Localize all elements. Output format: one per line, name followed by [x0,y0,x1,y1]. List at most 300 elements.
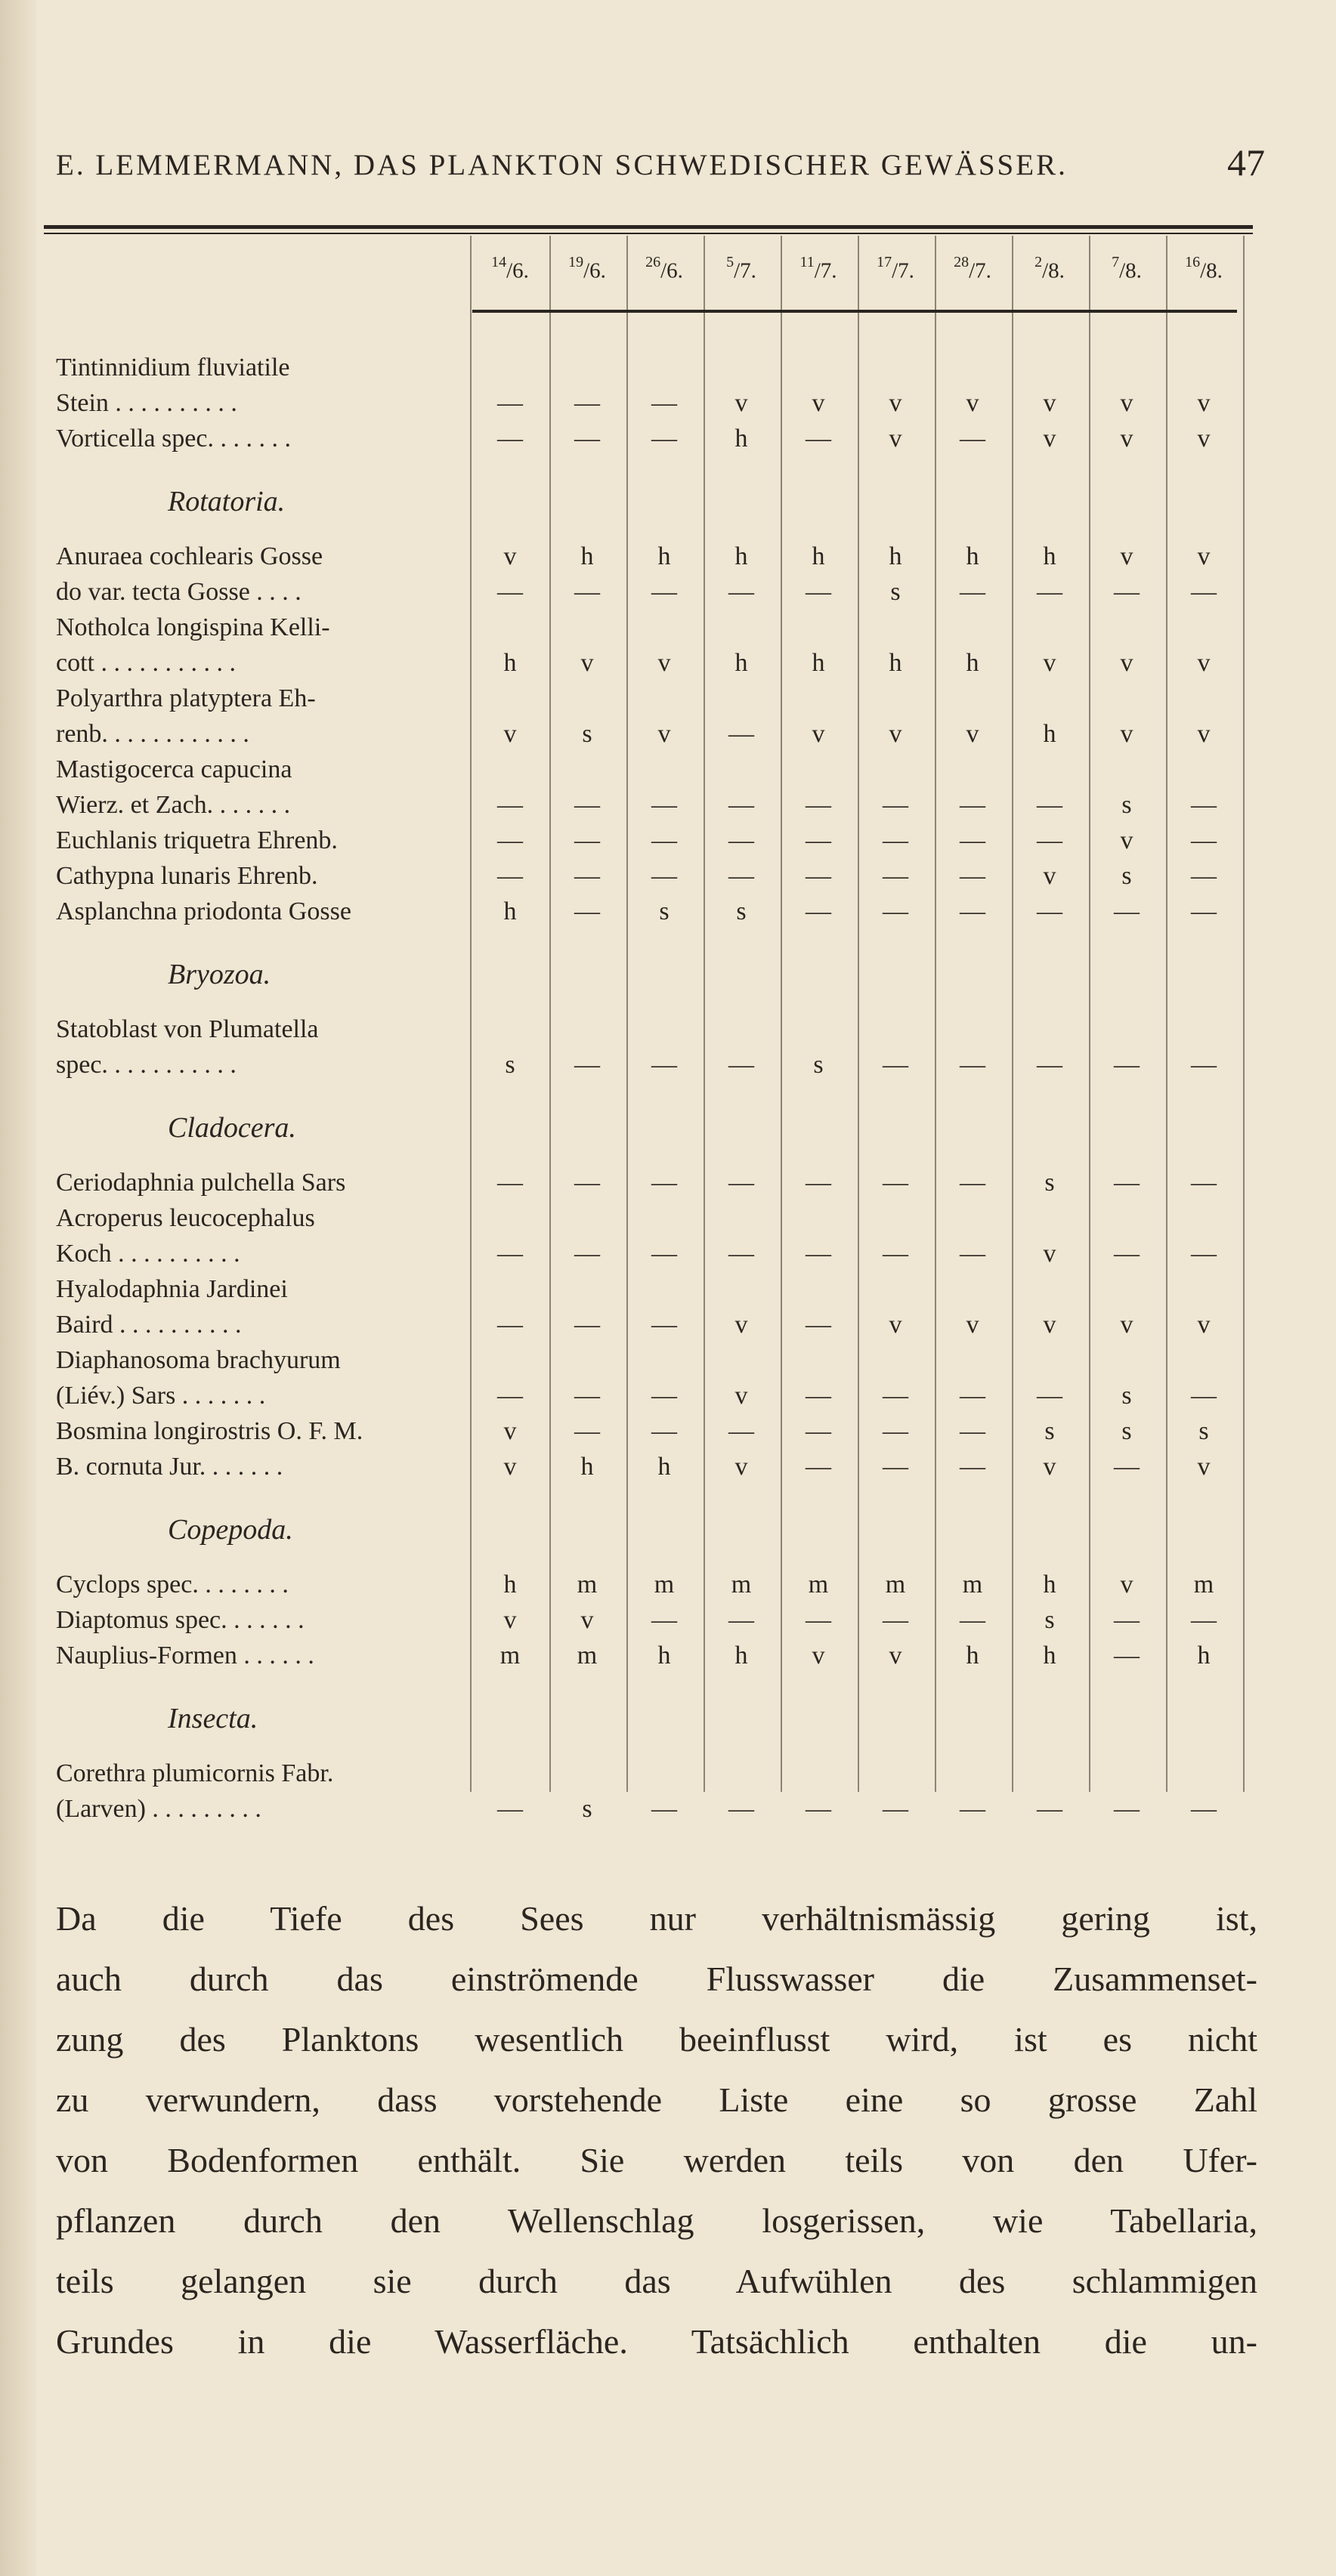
frequency-cell: h [889,649,902,677]
frequency-cell: — [806,1417,831,1445]
frequency-cell: h [1043,542,1056,570]
frequency-cell: v [1043,1240,1056,1268]
frequency-cell: v [966,720,979,748]
frequency-cell: — [651,862,677,890]
date-day: 17 [877,254,892,270]
paragraph-line: Da die Tiefe des Sees nur verhältnismässig gering ist, [56,1899,1257,1938]
date-column-header: $^{17}$/7. [877,254,914,283]
date-month: 7. [975,258,991,283]
frequency-cell: — [497,1382,523,1410]
frequency-cell: — [497,1169,523,1197]
frequency-cell: s [1121,1417,1132,1445]
frequency-cell: — [651,826,677,854]
frequency-cell: s [1121,862,1132,890]
frequency-cell: — [651,1240,677,1268]
date-column-header: $^{28}$/7. [954,254,991,283]
date-day: 11 [799,254,815,270]
species-label: Vorticella spec. . . . . . . [56,425,291,452]
frequency-cell: — [574,1417,600,1445]
paragraph-line: teils gelangen sie durch das Aufwühlen des schlammigen [56,2262,1257,2300]
frequency-cell: v [1197,1311,1211,1339]
frequency-cell: v [1120,389,1133,417]
frequency-cell: v [657,649,671,677]
frequency-cell: v [889,389,902,417]
frequency-cell: — [497,389,523,417]
date-day: 19 [568,254,584,270]
frequency-cell: — [497,826,523,854]
column-divider [935,236,936,1792]
frequency-cell: m [577,1642,598,1669]
frequency-cell: m [731,1571,752,1598]
frequency-cell: s [1044,1606,1055,1634]
frequency-cell: v [966,1311,979,1339]
frequency-cell: v [1120,1571,1133,1598]
date-column-header: $^2$/8. [1034,254,1065,283]
date-month: 8. [1125,258,1142,283]
frequency-cell: v [1043,1311,1056,1339]
frequency-cell: — [883,862,908,890]
frequency-cell: s [1044,1417,1055,1445]
frequency-cell: s [890,578,901,606]
frequency-cell: h [1043,1571,1056,1598]
frequency-cell: — [574,1240,600,1268]
date-column-header: $^{26}$/6. [645,254,683,283]
frequency-cell: m [499,1642,521,1669]
date-day: 14 [491,254,507,270]
frequency-cell: — [883,1051,908,1079]
species-label-line: Diaphanosoma brachyurum [56,1346,341,1374]
frequency-cell: — [1114,1051,1140,1079]
frequency-cell: s [813,1051,824,1079]
date-month: 7. [820,258,837,283]
frequency-cell: — [960,1382,985,1410]
body-paragraph [56,1889,1257,2372]
frequency-cell: — [1114,1240,1140,1268]
column-divider [470,236,472,1792]
frequency-cell: s [582,1795,592,1823]
frequency-cell: — [1191,1606,1217,1634]
species-label: Diaptomus spec. . . . . . . [56,1606,305,1634]
species-label: Bosmina longirostris O. F. M. [56,1417,363,1445]
frequency-cell: v [734,1382,748,1410]
header-rule-thin [44,233,1253,234]
date-column-header: $^{16}$/8. [1185,254,1223,283]
column-divider [549,236,551,1792]
frequency-cell: h [812,542,825,570]
frequency-cell: s [1198,1417,1209,1445]
frequency-cell: v [889,1311,902,1339]
frequency-cell: h [734,649,748,677]
frequency-cell: — [806,1606,831,1634]
frequency-cell: — [1037,1382,1062,1410]
frequency-cell: — [960,1169,985,1197]
frequency-cell: v [1120,649,1133,677]
frequency-cell: — [883,897,908,925]
frequency-cell: s [505,1051,515,1079]
frequency-cell: — [728,578,754,606]
species-label: do var. tecta Gosse . . . . [56,578,302,606]
frequency-cell: — [883,1795,908,1823]
frequency-cell: v [734,389,748,417]
frequency-cell: — [1037,826,1062,854]
frequency-cell: — [806,1169,831,1197]
frequency-cell: — [806,1311,831,1339]
species-label: Nauplius-Formen . . . . . . [56,1642,314,1669]
header-underline [472,310,1237,313]
frequency-cell: — [574,791,600,819]
frequency-cell: v [734,1453,748,1481]
plankton-table [0,236,1336,1823]
frequency-cell: v [812,1642,825,1669]
frequency-cell: v [503,720,517,748]
species-label: cott . . . . . . . . . . . [56,649,236,677]
species-label-line: Polyarthra platyptera Eh- [56,684,316,712]
frequency-cell: — [960,791,985,819]
frequency-cell: v [580,649,594,677]
frequency-cell: — [497,1795,523,1823]
date-column-header: $^{11}$/7. [799,254,837,283]
header-rule-thick [44,225,1253,229]
species-label: B. cornuta Jur. . . . . . . [56,1453,283,1481]
frequency-cell: v [1043,1453,1056,1481]
frequency-cell: — [651,1169,677,1197]
frequency-cell: — [1114,1642,1140,1669]
frequency-cell: — [497,425,523,452]
frequency-cell: — [728,1051,754,1079]
frequency-cell: m [808,1571,829,1598]
frequency-cell: — [728,826,754,854]
frequency-cell: v [966,389,979,417]
taxon-group-heading: Bryozoa. [168,959,271,990]
species-label-line: Tintinnidium fluviatile [56,354,290,381]
frequency-cell: — [806,897,831,925]
frequency-cell: v [1043,649,1056,677]
frequency-cell: — [1037,791,1062,819]
frequency-cell: s [1044,1169,1055,1197]
date-month: 7. [898,258,914,283]
frequency-cell: h [1043,720,1056,748]
frequency-cell: v [1197,1453,1211,1481]
frequency-cell: h [503,649,517,677]
species-label: renb. . . . . . . . . . . . [56,720,249,748]
frequency-cell: — [574,1382,600,1410]
species-label: Anuraea cochlearis Gosse [56,542,323,570]
frequency-cell: h [1197,1642,1211,1669]
frequency-cell: — [806,1453,831,1481]
frequency-cell: — [728,1240,754,1268]
frequency-cell: — [651,1795,677,1823]
frequency-cell: h [889,542,902,570]
frequency-cell: — [883,1240,908,1268]
frequency-cell: — [497,791,523,819]
date-column-header: $^5$/7. [726,254,756,283]
taxon-group-heading: Insecta. [168,1703,258,1734]
frequency-cell: — [574,1051,600,1079]
date-column-header: $^7$/8. [1112,254,1142,283]
species-label: Asplanchna priodonta Gosse [56,897,351,925]
date-month: 8. [1048,258,1065,283]
frequency-cell: v [1120,1311,1133,1339]
frequency-cell: v [503,1453,517,1481]
frequency-cell: — [497,1311,523,1339]
frequency-cell: — [806,1382,831,1410]
frequency-cell: s [1121,1382,1132,1410]
frequency-cell: v [1197,542,1211,570]
frequency-cell: h [580,1453,594,1481]
date-day: 16 [1185,254,1201,270]
frequency-cell: — [806,1795,831,1823]
frequency-cell: — [883,826,908,854]
date-month: 6. [589,258,606,283]
species-label: Cathypna lunaris Ehrenb. [56,862,318,890]
frequency-cell: — [960,1417,985,1445]
species-label-line: Hyalodaphnia Jardinei [56,1275,288,1303]
frequency-cell: s [736,897,747,925]
frequency-cell: — [728,720,754,748]
species-label: Cyclops spec. . . . . . . . [56,1571,289,1598]
frequency-cell: v [1043,425,1056,452]
frequency-cell: — [574,425,600,452]
column-divider [781,236,782,1792]
frequency-cell: v [1120,425,1133,452]
frequency-cell: — [651,1606,677,1634]
frequency-cell: — [574,897,600,925]
species-label-line: Statoblast von Plumatella [56,1015,319,1043]
frequency-cell: — [1191,897,1217,925]
frequency-cell: v [734,1311,748,1339]
species-label-line: Notholca longispina Kelli- [56,613,330,641]
date-month: 6. [666,258,683,283]
column-divider [1089,236,1090,1792]
frequency-cell: h [657,542,671,570]
frequency-cell: — [497,862,523,890]
frequency-cell: — [1114,1606,1140,1634]
species-label: Stein . . . . . . . . . . [56,389,237,417]
column-divider [626,236,628,1792]
frequency-cell: h [503,1571,517,1598]
column-divider [1166,236,1167,1792]
species-label: Euchlanis triquetra Ehrenb. [56,826,338,854]
frequency-cell: h [580,542,594,570]
species-label: spec. . . . . . . . . . . [56,1051,237,1079]
frequency-cell: h [734,1642,748,1669]
frequency-cell: — [728,791,754,819]
frequency-cell: v [1120,720,1133,748]
species-label-line: Corethra plumicornis Fabr. [56,1759,334,1787]
frequency-cell: — [806,425,831,452]
frequency-cell: — [883,1453,908,1481]
frequency-cell: — [1037,1051,1062,1079]
frequency-cell: m [962,1571,983,1598]
frequency-cell: — [806,1240,831,1268]
frequency-cell: m [654,1571,675,1598]
frequency-cell: v [1197,720,1211,748]
date-day: 28 [954,254,970,270]
frequency-cell: — [1114,1453,1140,1481]
frequency-cell: v [657,720,671,748]
frequency-cell: — [883,1417,908,1445]
frequency-cell: — [960,578,985,606]
frequency-cell: s [1121,791,1132,819]
frequency-cell: — [574,578,600,606]
frequency-cell: h [966,649,979,677]
column-divider [1012,236,1013,1792]
frequency-cell: — [651,578,677,606]
frequency-cell: v [503,1417,517,1445]
frequency-cell: v [1197,389,1211,417]
date-column-header: $^{14}$/6. [491,254,529,283]
date-month: 8. [1206,258,1223,283]
frequency-cell: v [1120,542,1133,570]
frequency-cell: h [966,1642,979,1669]
taxon-group-heading: Rotatoria. [168,486,286,517]
frequency-cell: — [574,1311,600,1339]
frequency-cell: — [497,1240,523,1268]
frequency-cell: h [734,425,748,452]
frequency-cell: h [966,542,979,570]
frequency-cell: s [582,720,592,748]
frequency-cell: — [651,1311,677,1339]
column-divider [858,236,859,1792]
frequency-cell: h [734,542,748,570]
frequency-cell: h [657,1642,671,1669]
frequency-cell: v [1043,389,1056,417]
date-column-header: $^{19}$/6. [568,254,606,283]
column-divider [1243,236,1245,1792]
frequency-cell: — [728,1169,754,1197]
frequency-cell: h [503,897,517,925]
species-label: (Liév.) Sars . . . . . . . [56,1382,266,1410]
frequency-cell: h [657,1453,671,1481]
paragraph-line: pflanzen durch den Wellenschlag losgerissen, wie Tabellaria, [56,2201,1257,2240]
date-day: 2 [1034,254,1043,270]
frequency-cell: — [960,1453,985,1481]
frequency-cell: v [1197,425,1211,452]
species-label: Wierz. et Zach. . . . . . . [56,791,291,819]
frequency-cell: — [960,425,985,452]
running-head: E. LEMMERMANN, DAS PLANKTON SCHWEDISCHER GEWÄSSER. [56,149,1068,181]
frequency-cell: v [812,720,825,748]
paragraph-line: zu verwundern, dass vorstehende Liste eine so grosse Zahl [56,2080,1257,2119]
frequency-cell: — [1191,826,1217,854]
frequency-cell: v [889,720,902,748]
frequency-cell: — [651,1051,677,1079]
frequency-cell: m [577,1571,598,1598]
date-month: 6. [512,258,529,283]
frequency-cell: — [651,1382,677,1410]
paragraph-line: auch durch das einströmende Flusswasser die Zusammenset- [56,1960,1257,1998]
frequency-cell: — [1191,862,1217,890]
frequency-cell: — [1114,578,1140,606]
paragraph-line: von Bodenformen enthält. Sie werden teils von den Ufer- [56,2141,1257,2179]
paragraph-line: zung des Planktons wesentlich beeinflusst wird, ist es nicht [56,2020,1257,2059]
frequency-cell: v [1197,649,1211,677]
species-label-line: Acroperus leucocephalus [56,1204,315,1232]
frequency-cell: — [1191,1795,1217,1823]
frequency-cell: — [1191,578,1217,606]
frequency-cell: v [889,1642,902,1669]
frequency-cell: — [728,1606,754,1634]
frequency-cell: v [580,1606,594,1634]
frequency-cell: — [883,1169,908,1197]
date-day: 26 [645,254,661,270]
species-label: Koch . . . . . . . . . . [56,1240,240,1268]
frequency-cell: — [497,578,523,606]
frequency-cell: — [960,1240,985,1268]
frequency-cell: — [1114,1169,1140,1197]
frequency-cell: — [1037,897,1062,925]
frequency-cell: v [812,389,825,417]
taxon-group-heading: Copepoda. [168,1514,293,1546]
frequency-cell: — [883,1606,908,1634]
frequency-cell: v [1120,826,1133,854]
page-number: 47 [1227,141,1265,184]
paragraph-line: Grundes in die Wasserfläche. Tatsächlich enthalten die un- [56,2322,1257,2361]
frequency-cell: — [651,1417,677,1445]
frequency-cell: — [960,897,985,925]
frequency-cell: — [728,1417,754,1445]
frequency-cell: v [503,1606,517,1634]
frequency-cell: — [960,862,985,890]
frequency-cell: — [960,1606,985,1634]
frequency-cell: h [1043,1642,1056,1669]
frequency-cell: — [728,1795,754,1823]
taxon-group-heading: Cladocera. [168,1112,296,1144]
frequency-cell: — [960,1051,985,1079]
frequency-cell: — [1191,1169,1217,1197]
frequency-cell: — [806,862,831,890]
frequency-cell: v [503,542,517,570]
frequency-cell: — [1191,791,1217,819]
page-header [56,141,1265,189]
frequency-cell: m [1193,1571,1214,1598]
species-label-line: Mastigocerca capucina [56,755,292,783]
frequency-cell: — [651,389,677,417]
frequency-cell: — [1191,1240,1217,1268]
date-day: 5 [726,254,734,270]
frequency-cell: m [885,1571,906,1598]
species-label: Baird . . . . . . . . . . [56,1311,242,1339]
frequency-cell: — [883,791,908,819]
frequency-cell: — [574,1169,600,1197]
frequency-cell: — [1114,1795,1140,1823]
frequency-cell: — [960,826,985,854]
frequency-cell: v [889,425,902,452]
frequency-cell: — [1114,897,1140,925]
frequency-cell: — [728,862,754,890]
date-day: 7 [1112,254,1120,270]
species-label: (Larven) . . . . . . . . . [56,1795,261,1823]
frequency-cell: — [883,1382,908,1410]
frequency-cell: — [806,826,831,854]
frequency-cell: s [659,897,670,925]
frequency-cell: — [960,1795,985,1823]
frequency-cell: — [1037,1795,1062,1823]
frequency-cell: — [1191,1051,1217,1079]
frequency-cell: — [651,791,677,819]
date-month: 7. [740,258,756,283]
frequency-cell: — [806,791,831,819]
column-divider [704,236,705,1792]
frequency-cell: — [574,826,600,854]
frequency-cell: — [806,578,831,606]
frequency-cell: — [574,862,600,890]
frequency-cell: — [1191,1382,1217,1410]
frequency-cell: v [1043,862,1056,890]
species-label: Ceriodaphnia pulchella Sars [56,1169,346,1197]
frequency-cell: — [651,425,677,452]
frequency-cell: — [1037,578,1062,606]
